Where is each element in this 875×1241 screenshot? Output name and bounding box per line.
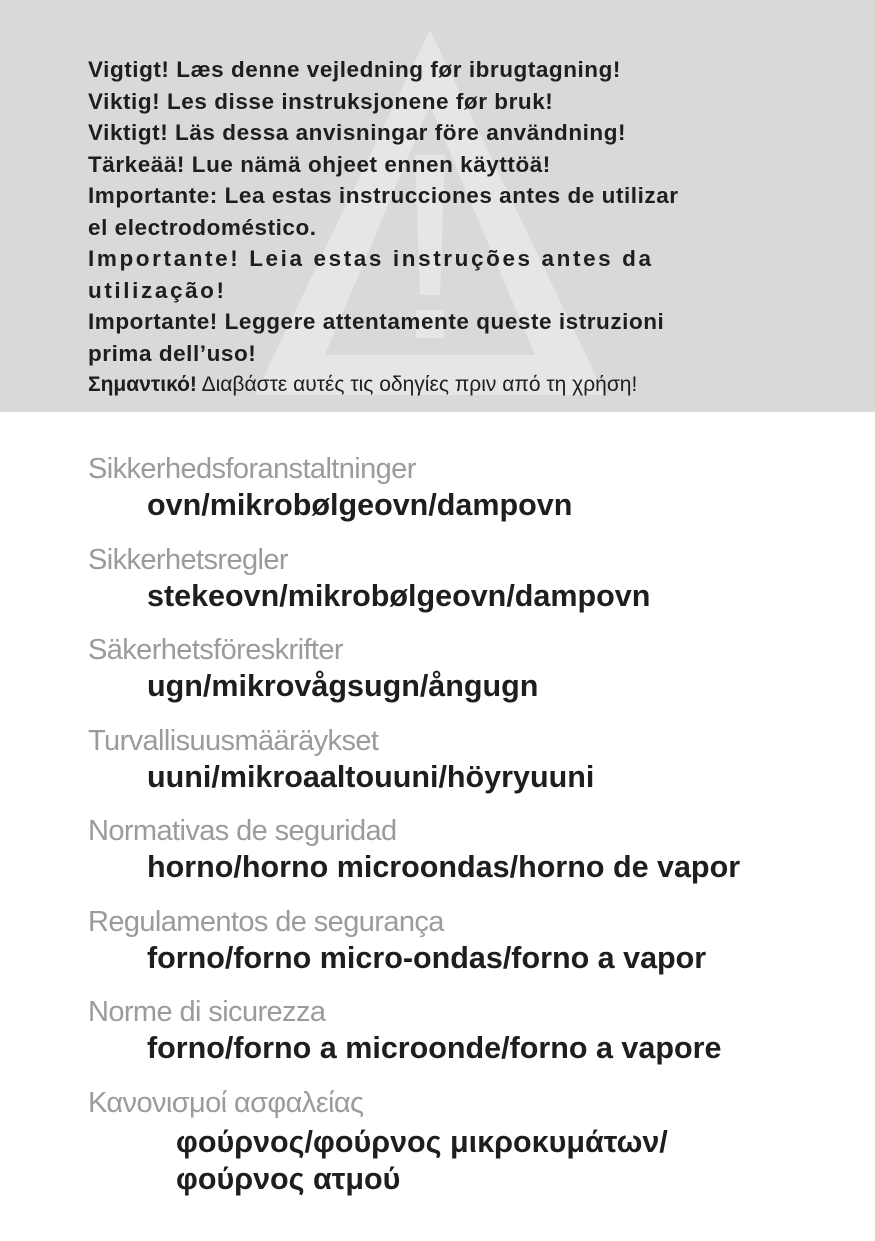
- warning-line: Importante! Leggere attentamente queste istruzioni: [88, 309, 665, 334]
- language-title: Sikkerhedsforanstaltninger: [88, 453, 416, 485]
- warning-line: Vigtigt! Læs denne vejledning før ibrugtagning!: [88, 57, 621, 82]
- language-title: Turvallisuusmääräykset: [88, 724, 379, 757]
- language-title: Sikkerhetsregler: [88, 543, 288, 576]
- warning-line: Σημαντικό! Διαβάστε αυτές τις οδηγίες πριν από τη χρήση!: [88, 373, 638, 396]
- title-block-finnish: [88, 722, 868, 813]
- document-titles: [88, 450, 868, 1198]
- title-block-greek: [88, 1084, 868, 1198]
- appliance-subtitle: φούρνος ατμού: [176, 1161, 401, 1196]
- appliance-subtitle: forno/forno micro-ondas/forno a vapor: [147, 940, 707, 975]
- warning-line: Importante: Lea estas instrucciones antes de utilizar: [88, 183, 679, 208]
- language-title: Säkerhetsföreskrifter: [88, 634, 343, 666]
- title-block-portuguese: [88, 903, 868, 994]
- title-block-swedish: [88, 631, 868, 722]
- warning-line: Tärkeää! Lue nämä ohjeet ennen käyttöä!: [88, 151, 551, 177]
- appliance-subtitle: forno/forno a microonde/forno a vapore: [147, 1031, 722, 1065]
- title-block-italian: [88, 993, 868, 1084]
- language-title: Normativas de seguridad: [88, 815, 397, 847]
- appliance-subtitle: ugn/mikrovågsugn/ångugn: [147, 669, 539, 703]
- appliance-subtitle: horno/horno microondas/horno de vapor: [147, 850, 741, 884]
- appliance-subtitle: uuni/mikroaaltouuni/höyryuuni: [147, 759, 595, 794]
- warning-line: el electrodoméstico.: [88, 214, 317, 240]
- warning-line: Viktigt! Läs dessa anvisningar före användning!: [88, 120, 627, 145]
- warning-line: Viktig! Les disse instruksjonene før bruk!: [88, 88, 554, 114]
- warning-line: utilização!: [88, 277, 227, 303]
- warning-line: Importante! Leia estas instruções antes da: [88, 246, 654, 271]
- warning-text: [88, 54, 858, 401]
- appliance-subtitle: stekeovn/mikrobølgeovn/dampovn: [147, 578, 651, 613]
- appliance-subtitle: ovn/mikrobølgeovn/dampovn: [147, 488, 573, 522]
- title-block-danish: [88, 450, 868, 541]
- warning-banner: [0, 0, 875, 412]
- appliance-subtitle: φούρνος/φούρνος μικροκυμάτων/: [176, 1124, 668, 1159]
- language-title: Regulamentos de segurança: [88, 905, 444, 938]
- title-block-norwegian: [88, 541, 868, 632]
- title-block-spanish: [88, 812, 868, 903]
- language-title: Norme di sicurezza: [88, 996, 326, 1028]
- language-title: Κανονισμοί ασφαλείας: [88, 1086, 364, 1119]
- warning-line: prima dell’uso!: [88, 340, 257, 366]
